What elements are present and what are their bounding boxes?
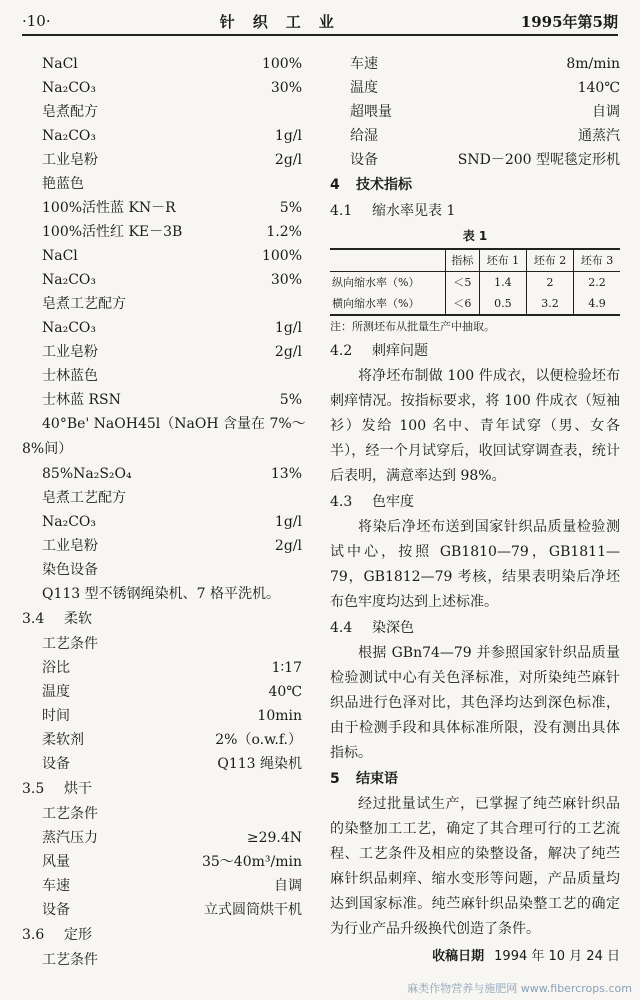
section-number: 3.6	[22, 926, 45, 943]
item-name: Na₂CO₃	[42, 127, 97, 144]
table-header-row	[330, 249, 620, 272]
recipe-row	[22, 268, 302, 292]
item-name: 温度	[42, 683, 70, 700]
item-name: 工业皂粉	[42, 151, 98, 168]
section-heading	[22, 776, 302, 802]
item-value: 40℃	[268, 683, 302, 700]
recipe-label: 皂煮配方	[42, 103, 98, 120]
item-value: SND－200 型呢毯定形机	[457, 151, 620, 168]
item-name: 100%活性蓝 KN－R	[42, 199, 176, 216]
body-paragraph: 经过批量试生产，已掌握了纯苎麻针织品的染整加工工艺，确定了其合理可行的工艺流程、工艺条件及相应的染整设备，解决了纯苎麻针织品刺痒、缩水变形等问题，产品质量均达到国家标准。纯苎麻针织品染整工艺的确定为行业产品升级换代创造了条件。	[330, 796, 620, 937]
site-watermark: 麻类作物营养与施肥网 www.fibercrops.com	[407, 982, 632, 995]
subsection-heading	[330, 615, 620, 641]
section-number: 4.3	[330, 493, 353, 510]
table-cell: 4.9	[574, 293, 621, 315]
subsection-heading	[330, 489, 620, 515]
item-value: 35～40m³/min	[201, 853, 302, 870]
recipe-row	[22, 388, 302, 412]
journal-name: 针织工业	[219, 12, 352, 31]
recipe-note-line: 40°Be' NaOH45l（NaOH 含量在 7%～	[42, 415, 306, 432]
item-name: 时间	[42, 707, 70, 724]
item-name: 士林蓝 RSN	[42, 391, 121, 408]
recipe-label: 艳蓝色	[42, 175, 84, 192]
recipe-row	[330, 124, 620, 148]
recipe-row	[22, 826, 302, 850]
recipe-row	[22, 244, 302, 268]
section-heading	[22, 922, 302, 948]
section-title: 结束语	[356, 770, 398, 787]
item-value: 30%	[270, 79, 302, 96]
table-header-cell: 指标	[445, 249, 479, 272]
item-name: 柔软剂	[42, 731, 84, 748]
recipe-row	[22, 656, 302, 680]
item-value: 2g/l	[274, 343, 302, 360]
item-name: NaCl	[42, 55, 78, 72]
item-name: 85%Na₂S₂O₄	[42, 465, 132, 482]
recipe-row	[330, 52, 620, 76]
item-name: Na₂CO₃	[42, 271, 97, 288]
item-name: NaCl	[42, 247, 78, 264]
subsection-heading	[330, 338, 620, 364]
item-value: 30%	[270, 271, 302, 288]
item-name: 车速	[42, 877, 70, 894]
table-header-cell: 坯布 3	[574, 249, 621, 272]
body-paragraph: 根据 GBn74—79 并参照国家针织品质量检验测试中心有关色泽标准，对所染纯苎麻针织品进行色泽对比，其色泽均达到深色标准，由于检测手段和具体标准所限，没有测出具体指标。	[330, 645, 620, 761]
table-cell: 0.5	[479, 293, 526, 315]
item-value: 8m/min	[566, 55, 620, 72]
left-column	[22, 52, 306, 972]
item-name: 超喂量	[350, 103, 392, 120]
recipe-row	[22, 510, 302, 534]
item-value: 2g/l	[274, 151, 302, 168]
recipe-row	[22, 680, 302, 704]
table-cell: 横向缩水率（%）	[332, 297, 420, 310]
table-header-cell: 坯布 2	[526, 249, 573, 272]
section-heading	[22, 606, 302, 632]
item-name: 设备	[42, 901, 70, 918]
table-header-cell	[330, 249, 445, 272]
recipe-row	[22, 874, 302, 898]
recipe-row	[22, 752, 302, 776]
table-note: 注：所测坯布从批量生产中抽取。	[330, 320, 495, 333]
table-cell: 纵向缩水率（%）	[332, 276, 420, 289]
recipe-label: 工艺条件	[42, 635, 98, 652]
item-value: 2g/l	[274, 537, 302, 554]
recipe-row	[22, 462, 302, 486]
item-value: 1g/l	[274, 513, 302, 530]
section-number: 3.4	[22, 610, 45, 627]
item-value: 自调	[274, 877, 302, 894]
recipe-label: 工艺条件	[42, 805, 98, 822]
item-name: 温度	[350, 79, 378, 96]
recipe-row	[22, 220, 302, 244]
section-title: 刺痒问题	[372, 342, 428, 359]
section-number: 5	[330, 770, 340, 787]
section-number: 4.2	[330, 342, 353, 359]
recipe-row	[22, 704, 302, 728]
item-name: Na₂CO₃	[42, 79, 97, 96]
item-value: 140℃	[577, 79, 620, 96]
item-name: 车速	[350, 55, 378, 72]
subsection-heading	[330, 198, 620, 224]
received-date	[330, 946, 620, 967]
item-value: 1.2%	[266, 223, 302, 240]
section-title: 柔软	[64, 610, 92, 627]
recipe-row	[22, 898, 302, 922]
section-title: 缩水率见表 1	[372, 202, 456, 219]
table-header-cell: 坯布 1	[479, 249, 526, 272]
table-cell: 2.2	[574, 272, 621, 294]
shrinkage-table	[330, 248, 620, 316]
recipe-row	[330, 100, 620, 124]
item-value: 立式圆筒烘干机	[204, 901, 302, 918]
item-value: 通蒸汽	[578, 127, 620, 144]
received-date-value: 1994 年 10 月 24 日	[494, 949, 620, 964]
section-number: 4	[330, 176, 340, 193]
item-value: 1g/l	[274, 319, 302, 336]
item-value: 1∶17	[271, 659, 302, 676]
item-value: 100%	[261, 247, 302, 264]
recipe-row	[22, 124, 302, 148]
section-title: 定形	[64, 926, 92, 943]
item-name: Na₂CO₃	[42, 513, 97, 530]
section-title: 烘干	[64, 780, 92, 797]
table-cell: ＜6	[445, 293, 479, 315]
table-cell: 3.2	[526, 293, 573, 315]
running-header	[22, 8, 618, 36]
item-name: 蒸汽压力	[42, 829, 98, 846]
section-heading	[330, 766, 620, 792]
item-value: 13%	[270, 465, 302, 482]
table-cell: ＜5	[445, 272, 479, 294]
item-value: Q113 绳染机	[217, 755, 302, 772]
section-title: 技术指标	[356, 176, 412, 193]
item-name: 100%活性红 KE－3B	[42, 223, 183, 240]
item-value: 5%	[279, 391, 302, 408]
recipe-row	[22, 76, 302, 100]
recipe-row	[22, 148, 302, 172]
item-name: 浴比	[42, 659, 70, 676]
item-name: 给湿	[350, 127, 378, 144]
received-label: 收稿日期	[432, 949, 485, 964]
recipe-row	[330, 148, 620, 172]
recipe-row	[22, 850, 302, 874]
item-name: 工业皂粉	[42, 343, 98, 360]
table-row	[330, 272, 620, 294]
section-title: 染深色	[372, 619, 414, 636]
item-name: 设备	[350, 151, 378, 168]
recipe-row	[22, 534, 302, 558]
equipment-line: Q113 型不锈钢绳染机、7 格平洗机。	[42, 585, 281, 602]
recipe-row	[22, 728, 302, 752]
issue-label: 1995年第5期	[520, 12, 618, 31]
item-value: 自调	[592, 103, 620, 120]
section-number: 4.1	[330, 202, 353, 219]
item-value: 1g/l	[274, 127, 302, 144]
recipe-row	[330, 76, 620, 100]
body-paragraph: 将净坯布制做 100 件成衣，以便检验坯布刺痒情况。按指标要求，将 100 件成衣（短袖衫）发给 100 名中、青年试穿（男、女各半），经一个月试穿后，收回试穿调查表，统计后表明，满意率达到 98%。	[330, 368, 620, 484]
item-value: 10min	[257, 707, 302, 724]
section-title: 色牢度	[372, 493, 414, 510]
item-value: ≥29.4N	[246, 829, 302, 846]
table-cell: 1.4	[479, 272, 526, 294]
item-name: 工业皂粉	[42, 537, 98, 554]
recipe-label: 皂煮工艺配方	[42, 295, 126, 312]
recipe-row	[22, 52, 302, 76]
item-value: 5%	[279, 199, 302, 216]
page-number: ·10·	[22, 12, 51, 30]
table-caption: 表 1	[462, 229, 488, 243]
recipe-label: 士林蓝色	[42, 367, 98, 384]
recipe-row	[22, 196, 302, 220]
table-row	[330, 293, 620, 315]
table-cell: 2	[526, 272, 573, 294]
item-value: 2%（o.w.f.）	[215, 731, 302, 748]
recipe-row	[22, 340, 302, 364]
section-number: 3.5	[22, 780, 45, 797]
right-column	[330, 52, 620, 967]
section-number: 4.4	[330, 619, 353, 636]
item-name: 风量	[42, 853, 70, 870]
section-heading	[330, 172, 620, 198]
recipe-label: 染色设备	[42, 561, 98, 578]
body-paragraph: 将染后净坯布送到国家针织品质量检验测试中心，按照 GB1810—79，GB1811—79，GB1812—79 考核，结果表明染后净坯布色牢度均达到上述标准。	[330, 519, 620, 610]
recipe-note-line: 8%间）	[22, 440, 73, 457]
item-name: 设备	[42, 755, 70, 772]
item-value: 100%	[261, 55, 302, 72]
recipe-row	[22, 316, 302, 340]
recipe-label: 皂煮工艺配方	[42, 489, 126, 506]
item-name: Na₂CO₃	[42, 319, 97, 336]
recipe-label: 工艺条件	[42, 951, 98, 968]
